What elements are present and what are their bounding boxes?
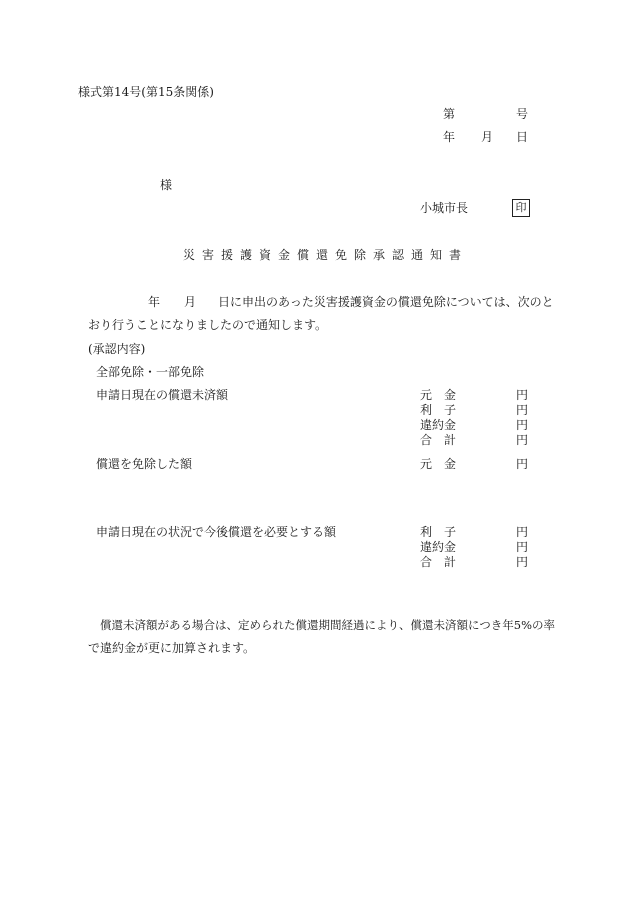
intro-line1-rest: 日に申出のあった災害援護資金の償還免除については、次のと <box>218 295 554 309</box>
doc-no-suffix: 号 <box>516 107 529 121</box>
exempted-row-unit: 円 <box>516 457 529 471</box>
addressee-suffix: 様 <box>160 178 173 192</box>
required-row-unit: 円 <box>516 555 529 569</box>
required-label: 申請日現在の状況で今後償還を必要とする額 <box>96 525 337 539</box>
doc-no-prefix: 第 <box>443 107 456 121</box>
form-number: 様式第14号(第15条関係) <box>78 85 214 99</box>
document-title: 災害援護資金償還免除承認通知書 <box>183 248 469 262</box>
required-row-name: 違約金 <box>420 540 457 554</box>
required-row-unit: 円 <box>516 540 529 554</box>
date-month: 月 <box>481 130 494 144</box>
exempted-label: 償還を免除した額 <box>96 457 193 471</box>
outstanding-row-unit: 円 <box>516 403 529 417</box>
outstanding-row-name: 合 計 <box>420 433 457 447</box>
outstanding-row-unit: 円 <box>516 418 529 432</box>
note-line1: 償還未済額がある場合は、定められた償還期間経過により、償還未済額につき年5%の率 <box>100 618 556 632</box>
exemption-type: 全部免除・一部免除 <box>96 365 205 379</box>
required-row-name: 合 計 <box>420 555 457 569</box>
date-day: 日 <box>516 130 529 144</box>
required-row-name: 利 子 <box>420 525 457 539</box>
outstanding-row-unit: 円 <box>516 433 529 447</box>
outstanding-row-name: 違約金 <box>420 418 457 432</box>
outstanding-label: 申請日現在の償還未済額 <box>96 388 229 402</box>
note-line2: で違約金が更に加算されます。 <box>88 641 256 655</box>
intro-month: 月 <box>184 295 197 309</box>
exempted-row-name: 元 金 <box>420 457 457 471</box>
outstanding-row-unit: 円 <box>516 388 529 402</box>
approval-heading: (承認内容) <box>88 342 146 356</box>
required-row-unit: 円 <box>516 525 529 539</box>
intro-line2: おり行うことになりましたので通知します。 <box>88 318 328 332</box>
issuer: 小城市長 <box>420 201 469 215</box>
intro-year: 年 <box>148 295 161 309</box>
outstanding-row-name: 元 金 <box>420 388 457 402</box>
outstanding-row-name: 利 子 <box>420 403 457 417</box>
date-year: 年 <box>443 130 456 144</box>
seal-mark: 印 <box>512 199 530 217</box>
